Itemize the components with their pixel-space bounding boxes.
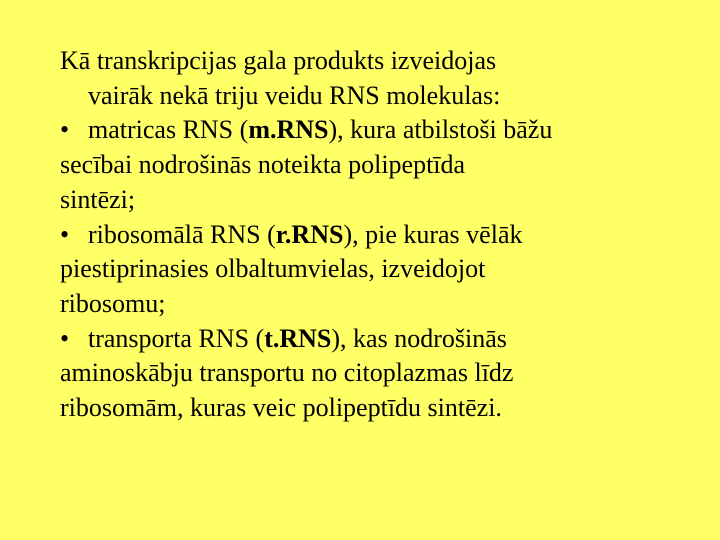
item-text-pre: matricas RNS (	[88, 115, 249, 145]
intro-line-1: Kā transkripcijas gala produkts izveidojas	[60, 46, 497, 75]
list-item-text	[60, 322, 668, 357]
item-term: t.RNS	[264, 323, 332, 353]
bullet-icon: •	[60, 115, 70, 145]
item-text-post: ), kura atbilstoši bāžu	[328, 115, 553, 145]
list-item-line: aminoskābju transportu no citoplazmas līdz	[60, 358, 514, 388]
item-text-pre: transporta RNS (	[88, 323, 265, 353]
list-item-line: ribosomām, kuras veic polipeptīdu sintēzi.	[60, 393, 502, 423]
list-item-line: piestiprinasies olbaltumvielas, izveidojot	[60, 254, 486, 284]
list-item-rrna	[60, 218, 668, 322]
bullet-icon: •	[60, 219, 70, 249]
list-item-line: ribosomu;	[60, 288, 166, 318]
intro-paragraph	[60, 44, 668, 113]
list-item-text	[60, 218, 668, 253]
item-text-post: ), pie kuras vēlāk	[343, 219, 523, 249]
item-term: r.RNS	[275, 219, 344, 249]
list-item-line: sintēzi;	[60, 184, 136, 214]
item-text-pre: ribosomālā RNS (	[88, 219, 276, 249]
list-item-trna	[60, 322, 668, 426]
item-term: m.RNS	[248, 115, 329, 145]
list-item-line: secībai nodrošinās noteikta polipeptīda	[60, 150, 466, 180]
intro-line-2: vairāk nekā triju veidu RNS molekulas:	[88, 80, 501, 110]
list-item-text	[60, 113, 668, 148]
item-text-post: ), kas nodrošinās	[331, 323, 507, 353]
bullet-icon: •	[60, 323, 70, 353]
list-item-mrna	[60, 113, 668, 217]
